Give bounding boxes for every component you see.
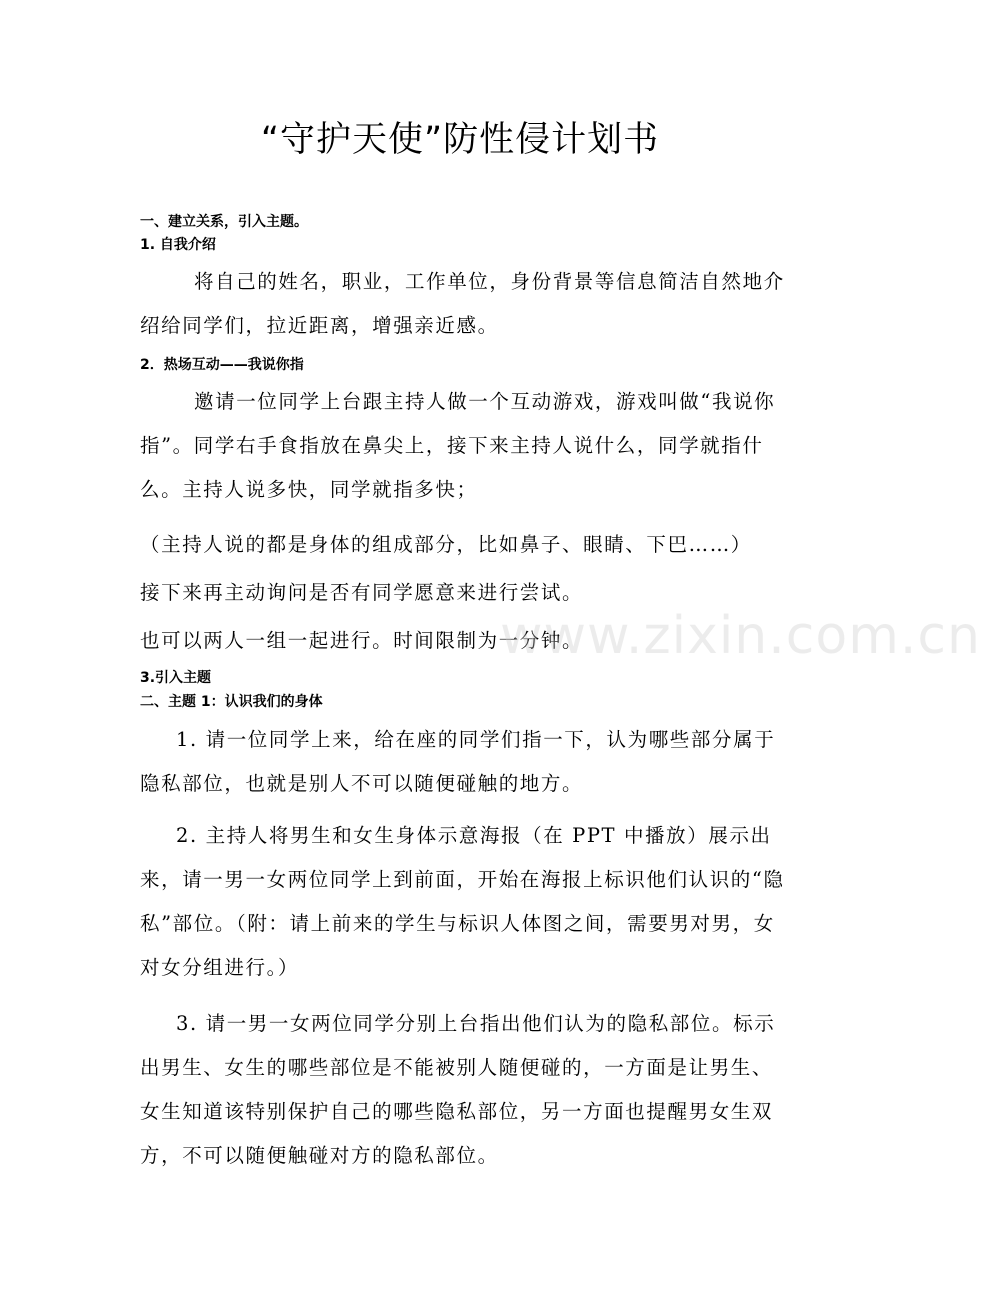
section-1-heading: 一、建立关系，引入主题。 xyxy=(140,214,308,230)
document-title: “守护天使”防性侵计划书 xyxy=(260,120,660,160)
section-1-1-paragraph: 将自己的姓名，职业，工作单位，身份背景等信息简洁自然地介绍给同学们，拉近距离，增强亲近感。 xyxy=(140,270,785,337)
section-2-heading: 二、主题 1：认识我们的身体 xyxy=(140,694,323,710)
watermark: www.zixin.com.cn xyxy=(500,606,981,666)
section-2-paragraph-2: 2. 主持人将男生和女生身体示意海报（在 PPT 中播放）展示出来，请一男一女两位同学上到前面，开始在海报上标识他们认识的“隐私”部位。（附：请上前来的学生与标识人体图之间，需要男对男，女对女分组进行。） xyxy=(140,824,785,979)
section-2-paragraph-3: 3. 请一男一女两位同学分别上台指出他们认为的隐私部位。标示出男生、女生的哪些部位是不能被别人随便碰的，一方面是让男生、女生知道该特别保护自己的哪些隐私部位，另一方面也提醒男女生双方，不可以随便触碰对方的隐私部位。 xyxy=(140,1012,776,1167)
section-2-paragraph-1: 1. 请一位同学上来，给在座的同学们指一下，认为哪些部分属于隐私部位，也就是别人不可以随便碰触的地方。 xyxy=(140,728,776,795)
section-1-2-line-3: 也可以两人一组一起进行。时间限制为一分钟。 xyxy=(140,629,584,652)
section-1-2-paragraph: 邀请一位同学上台跟主持人做一个互动游戏，游戏叫做“我说你指”。同学右手食指放在鼻尖上，接下来主持人说什么，同学就指什么。主持人说多快，同学就指多快； xyxy=(140,390,776,501)
section-1-2-note: （主持人说的都是身体的组成部分，比如鼻子、眼睛、下巴……） xyxy=(140,533,752,556)
section-1-1-heading: 1. 自我介绍 xyxy=(140,237,216,253)
section-1-3-heading: 3.引入主题 xyxy=(140,670,212,686)
section-1-2-line-2: 接下来再主动询问是否有同学愿意来进行尝试。 xyxy=(140,581,584,604)
section-1-2-heading: 2．热场互动——我说你指 xyxy=(140,357,304,373)
